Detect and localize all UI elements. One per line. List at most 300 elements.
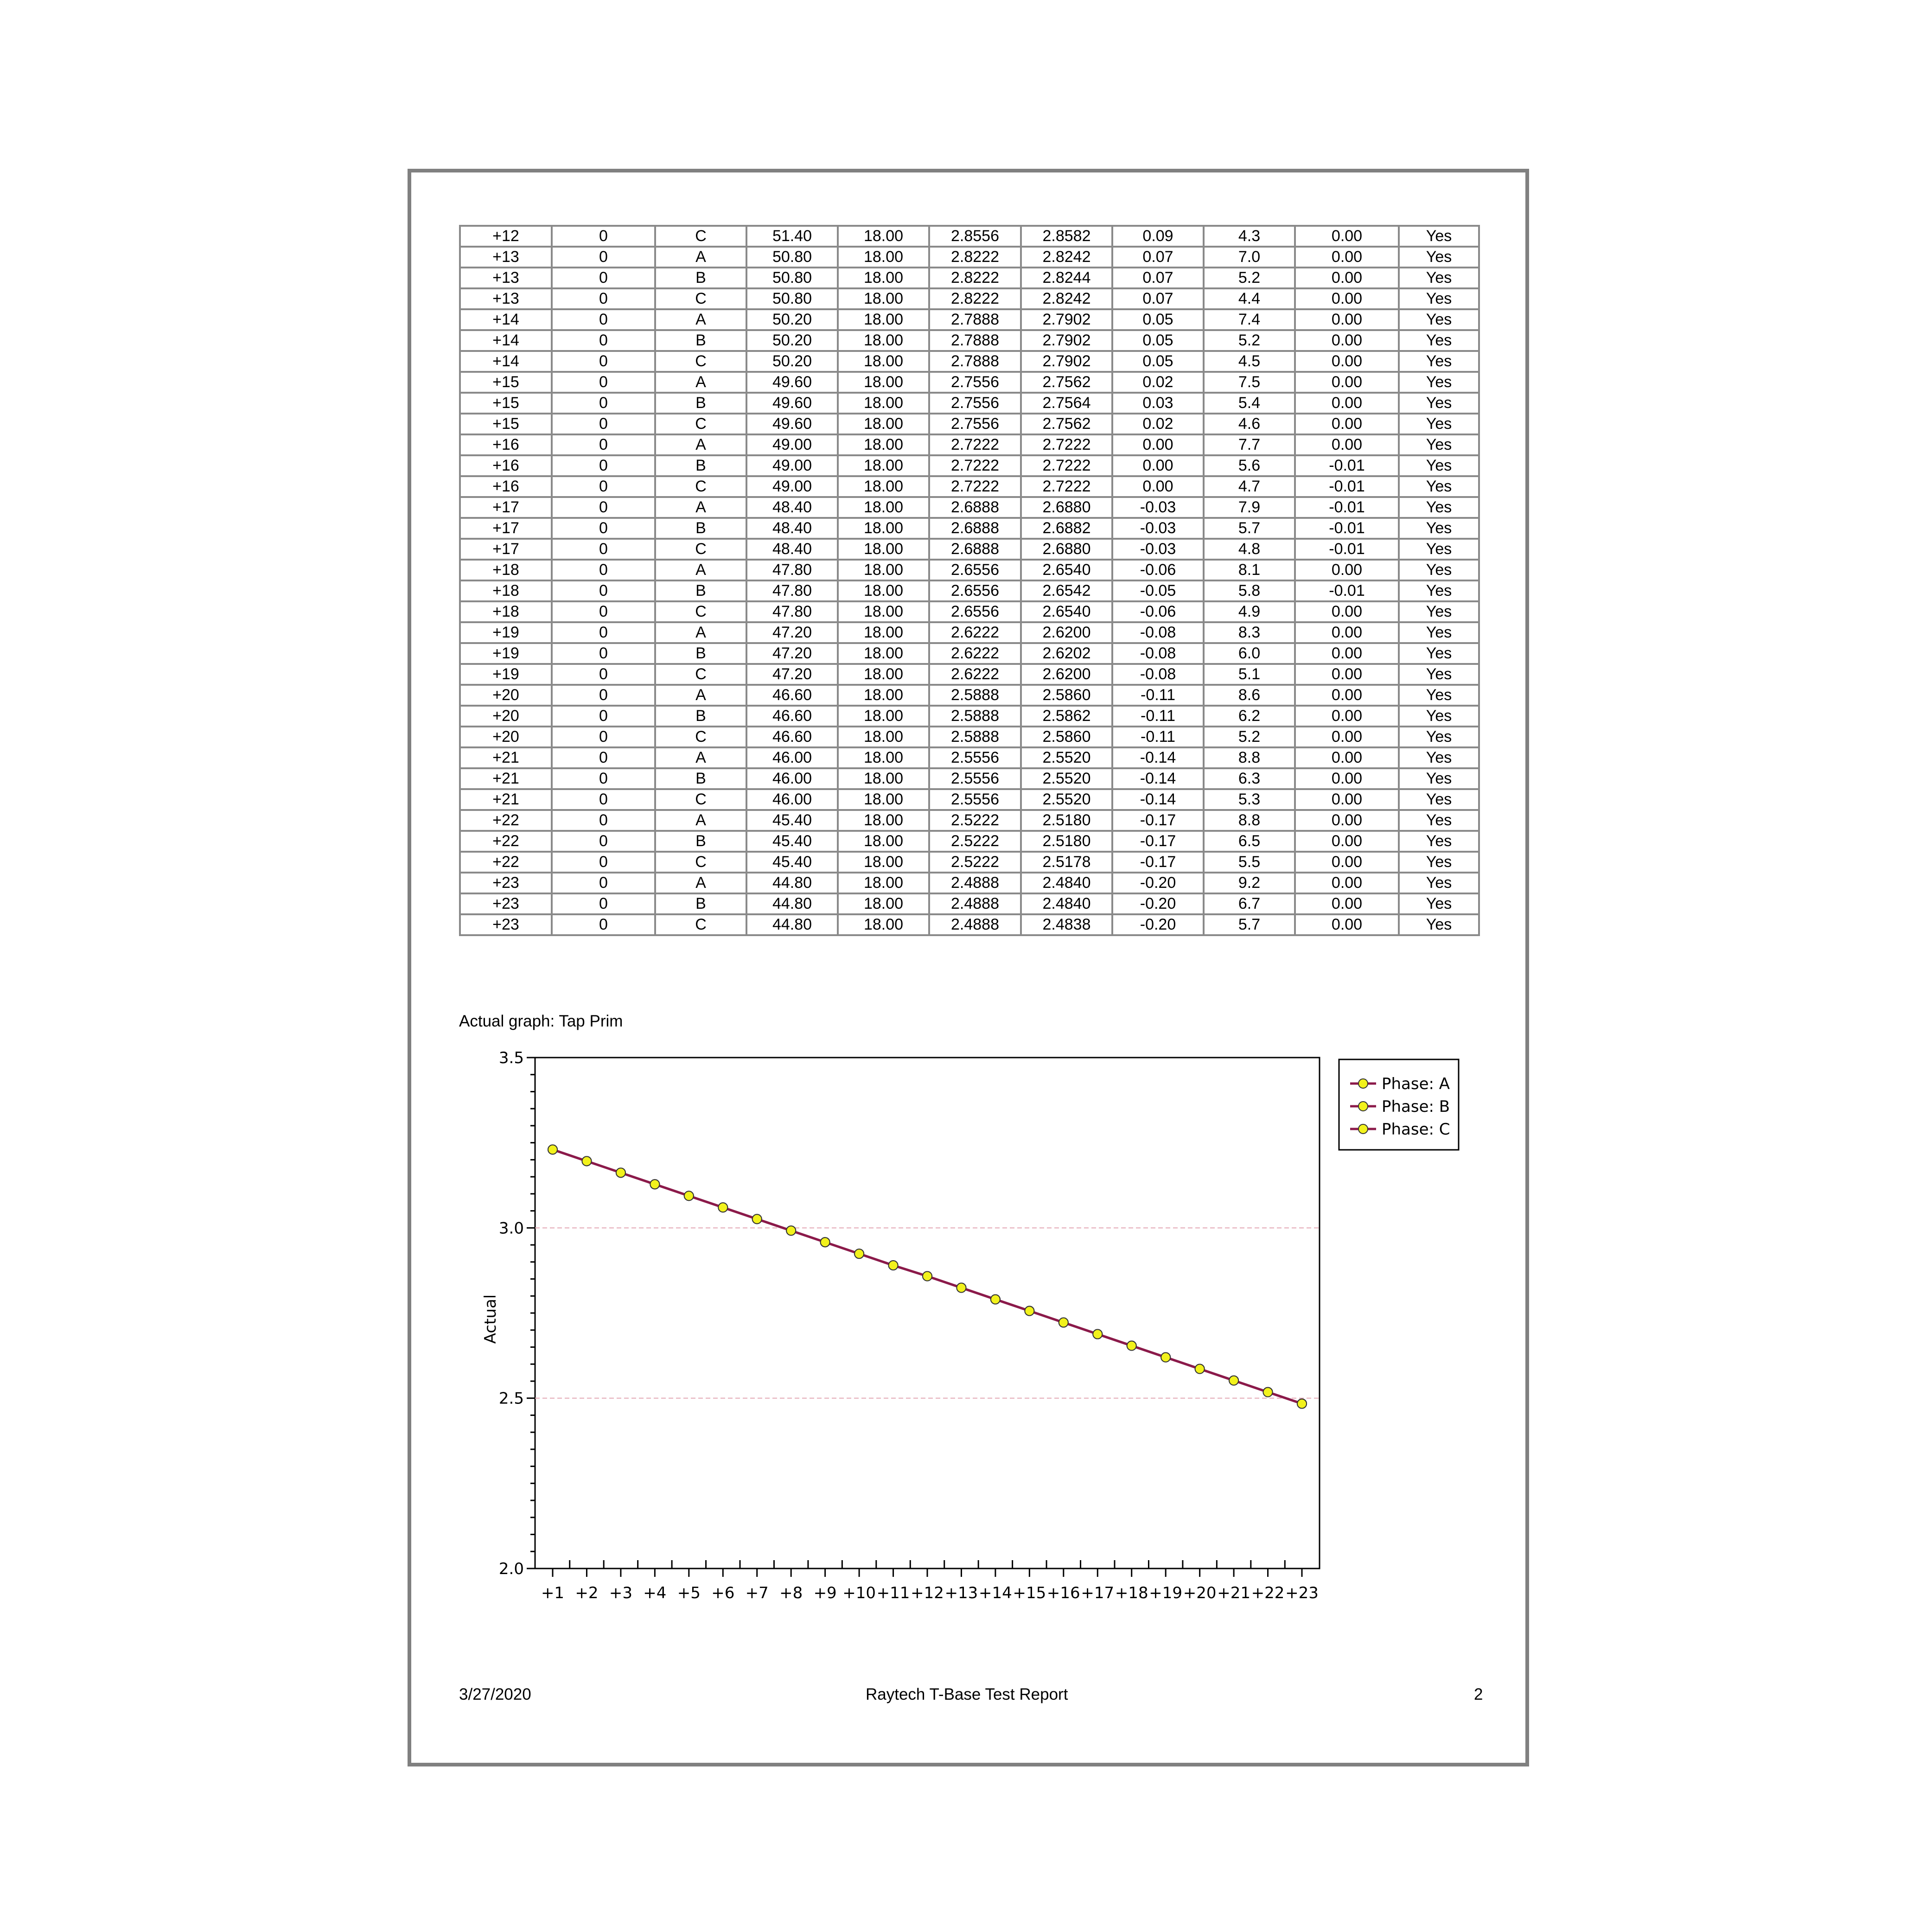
- data-point: [1093, 1330, 1102, 1339]
- graph-title: Actual graph: Tap Prim: [459, 1012, 623, 1030]
- table-row: [460, 268, 1479, 288]
- table-cell: -0.17: [1112, 810, 1204, 831]
- table-cell: 2.4840: [1021, 893, 1112, 914]
- table-cell: 0.09: [1112, 226, 1204, 247]
- table-cell: 0.02: [1112, 414, 1204, 434]
- table-cell: 2.7902: [1021, 351, 1112, 372]
- table-cell: 48.40: [746, 497, 838, 518]
- table-cell: Yes: [1399, 268, 1479, 288]
- data-point: [684, 1191, 694, 1200]
- table-cell: +21: [460, 789, 552, 810]
- table-cell: 49.60: [746, 372, 838, 393]
- table-cell: 0.00: [1295, 434, 1399, 455]
- table-cell: 0.00: [1295, 831, 1399, 852]
- data-point: [1195, 1364, 1205, 1373]
- table-cell: +19: [460, 622, 552, 643]
- table-cell: 0: [552, 372, 655, 393]
- table-cell: +14: [460, 309, 552, 330]
- table-cell: 18.00: [838, 601, 929, 622]
- table-cell: 0.00: [1295, 414, 1399, 434]
- table-cell: 49.60: [746, 414, 838, 434]
- table-cell: A: [655, 309, 746, 330]
- table-cell: A: [655, 747, 746, 768]
- table-cell: +13: [460, 247, 552, 268]
- table-cell: Yes: [1399, 393, 1479, 414]
- table-cell: 0.00: [1295, 601, 1399, 622]
- table-cell: B: [655, 268, 746, 288]
- table-cell: Yes: [1399, 560, 1479, 580]
- table-row: [460, 873, 1479, 893]
- table-cell: +13: [460, 288, 552, 309]
- table-cell: 5.2: [1204, 727, 1295, 747]
- table-cell: Yes: [1399, 351, 1479, 372]
- table-cell: -0.14: [1112, 747, 1204, 768]
- table-cell: 0: [552, 768, 655, 789]
- table-cell: 48.40: [746, 518, 838, 539]
- table-cell: 50.20: [746, 351, 838, 372]
- table-cell: 2.7562: [1021, 372, 1112, 393]
- table-cell: -0.17: [1112, 831, 1204, 852]
- table-cell: 5.7: [1204, 914, 1295, 935]
- table-cell: 6.0: [1204, 643, 1295, 664]
- table-cell: -0.06: [1112, 560, 1204, 580]
- table-cell: 0: [552, 727, 655, 747]
- table-cell: 0.00: [1295, 768, 1399, 789]
- x-tick-label: +20: [1183, 1584, 1217, 1602]
- table-cell: 2.7902: [1021, 330, 1112, 351]
- data-point: [1127, 1341, 1136, 1351]
- table-cell: 0.00: [1295, 685, 1399, 706]
- table-cell: +14: [460, 330, 552, 351]
- table-cell: 0: [552, 685, 655, 706]
- table-cell: 0.00: [1295, 747, 1399, 768]
- table-cell: 0.00: [1295, 643, 1399, 664]
- footer-title: Raytech T-Base Test Report: [866, 1685, 1068, 1703]
- table-cell: Yes: [1399, 497, 1479, 518]
- table-cell: 0: [552, 455, 655, 476]
- table-cell: 0.00: [1295, 309, 1399, 330]
- table-cell: 2.6880: [1021, 539, 1112, 560]
- table-cell: 0.00: [1112, 476, 1204, 497]
- table-cell: 0.00: [1295, 560, 1399, 580]
- table-cell: B: [655, 893, 746, 914]
- table-row: [460, 434, 1479, 455]
- table-cell: 18.00: [838, 288, 929, 309]
- table-cell: 49.00: [746, 476, 838, 497]
- table-cell: 0.00: [1295, 622, 1399, 643]
- table-cell: Yes: [1399, 330, 1479, 351]
- table-cell: 2.8556: [929, 226, 1021, 247]
- table-cell: 18.00: [838, 497, 929, 518]
- footer-date: 3/27/2020: [459, 1685, 531, 1703]
- data-point: [752, 1214, 762, 1224]
- table-cell: -0.03: [1112, 497, 1204, 518]
- table-cell: 0: [552, 914, 655, 935]
- table-cell: 44.80: [746, 914, 838, 935]
- table-cell: 2.7902: [1021, 309, 1112, 330]
- table-cell: Yes: [1399, 288, 1479, 309]
- table-row: [460, 727, 1479, 747]
- table-cell: 0.00: [1295, 268, 1399, 288]
- table-cell: 0: [552, 747, 655, 768]
- table-cell: 18.00: [838, 330, 929, 351]
- table-cell: +17: [460, 497, 552, 518]
- table-cell: 2.5888: [929, 706, 1021, 727]
- table-cell: -0.03: [1112, 518, 1204, 539]
- table-cell: 45.40: [746, 852, 838, 873]
- table-cell: 0.00: [1295, 852, 1399, 873]
- table-cell: 2.7556: [929, 393, 1021, 414]
- table-cell: +16: [460, 434, 552, 455]
- table-cell: 0.07: [1112, 288, 1204, 309]
- table-cell: Yes: [1399, 372, 1479, 393]
- table-cell: A: [655, 810, 746, 831]
- table-cell: B: [655, 643, 746, 664]
- x-tick-label: +18: [1115, 1584, 1148, 1602]
- legend-label: Phase: C: [1382, 1120, 1450, 1139]
- table-cell: 2.5860: [1021, 727, 1112, 747]
- table-cell: -0.14: [1112, 789, 1204, 810]
- table-cell: 8.8: [1204, 747, 1295, 768]
- table-cell: 7.0: [1204, 247, 1295, 268]
- table-cell: Yes: [1399, 518, 1479, 539]
- table-cell: 18.00: [838, 372, 929, 393]
- data-point: [1263, 1388, 1273, 1397]
- table-cell: C: [655, 789, 746, 810]
- table-cell: 0: [552, 330, 655, 351]
- table-cell: +23: [460, 914, 552, 935]
- x-tick-label: +3: [609, 1584, 632, 1602]
- data-point: [1025, 1306, 1034, 1315]
- table-cell: Yes: [1399, 873, 1479, 893]
- results-table-body: [460, 226, 1479, 935]
- table-cell: 0: [552, 539, 655, 560]
- table-cell: 18.00: [838, 226, 929, 247]
- table-cell: 18.00: [838, 518, 929, 539]
- table-cell: 0.00: [1295, 393, 1399, 414]
- table-cell: 5.5: [1204, 852, 1295, 873]
- table-cell: 2.6888: [929, 539, 1021, 560]
- table-cell: B: [655, 580, 746, 601]
- table-cell: 0: [552, 309, 655, 330]
- table-cell: 4.7: [1204, 476, 1295, 497]
- x-tick-label: +16: [1046, 1584, 1080, 1602]
- table-cell: 46.00: [746, 768, 838, 789]
- table-cell: 0: [552, 226, 655, 247]
- table-row: [460, 601, 1479, 622]
- table-cell: 4.8: [1204, 539, 1295, 560]
- table-cell: 0: [552, 247, 655, 268]
- table-cell: 18.00: [838, 831, 929, 852]
- table-cell: 0: [552, 873, 655, 893]
- table-cell: 18.00: [838, 747, 929, 768]
- table-cell: 0.05: [1112, 351, 1204, 372]
- table-cell: +19: [460, 643, 552, 664]
- data-point: [786, 1226, 796, 1235]
- table-cell: 2.5556: [929, 747, 1021, 768]
- table-cell: B: [655, 831, 746, 852]
- table-cell: 8.8: [1204, 810, 1295, 831]
- table-cell: 2.5178: [1021, 852, 1112, 873]
- table-cell: 0: [552, 831, 655, 852]
- table-cell: 7.5: [1204, 372, 1295, 393]
- table-cell: 5.6: [1204, 455, 1295, 476]
- actual-line-chart: [459, 1043, 1488, 1632]
- table-cell: +15: [460, 414, 552, 434]
- data-point: [616, 1168, 625, 1177]
- x-tick-label: +11: [876, 1584, 910, 1602]
- table-cell: 2.8222: [929, 247, 1021, 268]
- table-cell: 47.20: [746, 664, 838, 685]
- table-cell: 6.7: [1204, 893, 1295, 914]
- table-cell: 2.6888: [929, 518, 1021, 539]
- table-cell: 18.00: [838, 247, 929, 268]
- x-tick-label: +6: [711, 1584, 735, 1602]
- table-cell: -0.11: [1112, 685, 1204, 706]
- table-cell: +23: [460, 893, 552, 914]
- table-cell: 18.00: [838, 685, 929, 706]
- table-cell: 18.00: [838, 434, 929, 455]
- table-cell: 2.5888: [929, 727, 1021, 747]
- table-cell: 0: [552, 393, 655, 414]
- table-cell: B: [655, 706, 746, 727]
- data-point: [1229, 1376, 1238, 1385]
- table-cell: C: [655, 852, 746, 873]
- y-axis-label: Actual: [481, 1294, 500, 1344]
- table-cell: C: [655, 664, 746, 685]
- table-cell: 2.7222: [1021, 476, 1112, 497]
- table-cell: -0.14: [1112, 768, 1204, 789]
- table-cell: C: [655, 914, 746, 935]
- table-row: [460, 810, 1479, 831]
- table-cell: -0.01: [1295, 455, 1399, 476]
- table-cell: 0: [552, 580, 655, 601]
- table-cell: C: [655, 351, 746, 372]
- table-cell: A: [655, 622, 746, 643]
- table-cell: 0.07: [1112, 268, 1204, 288]
- table-cell: 2.5556: [929, 768, 1021, 789]
- table-cell: 0.02: [1112, 372, 1204, 393]
- footer-page-number: 2: [1474, 1685, 1483, 1703]
- x-tick-label: +13: [944, 1584, 978, 1602]
- table-cell: Yes: [1399, 852, 1479, 873]
- data-point: [1161, 1353, 1170, 1362]
- table-cell: 2.7888: [929, 309, 1021, 330]
- table-cell: +15: [460, 372, 552, 393]
- table-cell: +17: [460, 518, 552, 539]
- table-cell: 9.2: [1204, 873, 1295, 893]
- table-cell: 0: [552, 622, 655, 643]
- table-cell: 2.5888: [929, 685, 1021, 706]
- table-cell: +18: [460, 601, 552, 622]
- table-cell: A: [655, 497, 746, 518]
- table-cell: 2.4888: [929, 893, 1021, 914]
- table-cell: Yes: [1399, 789, 1479, 810]
- table-row: [460, 497, 1479, 518]
- data-point: [956, 1283, 966, 1292]
- table-cell: 0: [552, 852, 655, 873]
- table-cell: 18.00: [838, 539, 929, 560]
- table-cell: Yes: [1399, 727, 1479, 747]
- data-point: [582, 1156, 591, 1166]
- table-cell: 2.6556: [929, 601, 1021, 622]
- table-cell: B: [655, 768, 746, 789]
- table-cell: 18.00: [838, 727, 929, 747]
- table-cell: 47.20: [746, 643, 838, 664]
- x-tick-label: +21: [1217, 1584, 1250, 1602]
- table-cell: 0.00: [1295, 247, 1399, 268]
- table-row: [460, 685, 1479, 706]
- table-cell: Yes: [1399, 601, 1479, 622]
- table-cell: -0.11: [1112, 706, 1204, 727]
- data-point: [718, 1203, 727, 1212]
- table-cell: 2.6202: [1021, 643, 1112, 664]
- table-cell: 18.00: [838, 664, 929, 685]
- table-cell: 2.5222: [929, 810, 1021, 831]
- table-cell: 49.60: [746, 393, 838, 414]
- table-cell: +23: [460, 873, 552, 893]
- table-cell: 18.00: [838, 873, 929, 893]
- table-cell: 2.4840: [1021, 873, 1112, 893]
- table-cell: 18.00: [838, 476, 929, 497]
- table-cell: 2.5180: [1021, 810, 1112, 831]
- table-cell: 7.7: [1204, 434, 1295, 455]
- table-cell: 18.00: [838, 914, 929, 935]
- table-cell: 7.9: [1204, 497, 1295, 518]
- table-cell: Yes: [1399, 893, 1479, 914]
- x-tick-label: +9: [813, 1584, 837, 1602]
- x-tick-label: +19: [1149, 1584, 1183, 1602]
- table-cell: 2.5180: [1021, 831, 1112, 852]
- table-cell: Yes: [1399, 414, 1479, 434]
- table-cell: 0.00: [1295, 351, 1399, 372]
- table-cell: 2.5520: [1021, 768, 1112, 789]
- legend-swatch-marker: [1358, 1079, 1368, 1088]
- table-cell: +21: [460, 747, 552, 768]
- table-cell: 2.5862: [1021, 706, 1112, 727]
- table-cell: 2.6200: [1021, 664, 1112, 685]
- table-cell: +22: [460, 810, 552, 831]
- x-tick-label: +8: [779, 1584, 803, 1602]
- table-cell: 2.6222: [929, 664, 1021, 685]
- table-row: [460, 351, 1479, 372]
- table-cell: Yes: [1399, 476, 1479, 497]
- table-cell: A: [655, 434, 746, 455]
- table-cell: 50.80: [746, 268, 838, 288]
- table-cell: 2.5520: [1021, 747, 1112, 768]
- table-cell: 0: [552, 664, 655, 685]
- table-cell: +22: [460, 831, 552, 852]
- x-tick-label: +7: [745, 1584, 769, 1602]
- table-cell: 0: [552, 268, 655, 288]
- table-cell: Yes: [1399, 685, 1479, 706]
- x-tick-label: +14: [979, 1584, 1012, 1602]
- x-tick-label: +4: [643, 1584, 667, 1602]
- table-cell: Yes: [1399, 706, 1479, 727]
- table-cell: 2.8222: [929, 288, 1021, 309]
- table-cell: 4.9: [1204, 601, 1295, 622]
- table-cell: 0.00: [1295, 706, 1399, 727]
- data-point: [821, 1237, 830, 1247]
- table-cell: +19: [460, 664, 552, 685]
- table-row: [460, 852, 1479, 873]
- table-cell: 2.7222: [929, 434, 1021, 455]
- table-row: [460, 539, 1479, 560]
- table-cell: 2.6882: [1021, 518, 1112, 539]
- table-cell: 2.8242: [1021, 247, 1112, 268]
- table-cell: 0: [552, 893, 655, 914]
- table-cell: 2.5860: [1021, 685, 1112, 706]
- table-cell: Yes: [1399, 455, 1479, 476]
- table-cell: 2.6556: [929, 560, 1021, 580]
- table-cell: 5.8: [1204, 580, 1295, 601]
- table-cell: C: [655, 288, 746, 309]
- table-cell: 2.7222: [1021, 434, 1112, 455]
- data-point: [650, 1180, 659, 1189]
- table-cell: 0.00: [1295, 914, 1399, 935]
- table-cell: 8.3: [1204, 622, 1295, 643]
- data-point: [1059, 1318, 1068, 1327]
- x-tick-label: +22: [1251, 1584, 1285, 1602]
- table-cell: A: [655, 560, 746, 580]
- table-cell: 46.60: [746, 727, 838, 747]
- table-cell: 18.00: [838, 643, 929, 664]
- data-point: [854, 1249, 864, 1258]
- table-cell: 0: [552, 601, 655, 622]
- table-cell: Yes: [1399, 247, 1479, 268]
- table-cell: 2.6542: [1021, 580, 1112, 601]
- table-cell: 4.4: [1204, 288, 1295, 309]
- table-cell: 18.00: [838, 893, 929, 914]
- table-cell: 0: [552, 434, 655, 455]
- legend-swatch-marker: [1358, 1124, 1368, 1134]
- table-cell: +14: [460, 351, 552, 372]
- table-cell: B: [655, 455, 746, 476]
- table-cell: 5.1: [1204, 664, 1295, 685]
- table-row: [460, 288, 1479, 309]
- table-cell: 6.3: [1204, 768, 1295, 789]
- table-cell: 0.00: [1295, 727, 1399, 747]
- table-cell: 0.05: [1112, 330, 1204, 351]
- table-cell: C: [655, 539, 746, 560]
- table-cell: 18.00: [838, 309, 929, 330]
- table-row: [460, 560, 1479, 580]
- table-cell: -0.08: [1112, 622, 1204, 643]
- y-tick-label: 2.5: [498, 1389, 524, 1408]
- table-cell: 47.80: [746, 580, 838, 601]
- x-tick-label: +15: [1013, 1584, 1046, 1602]
- table-cell: 5.2: [1204, 268, 1295, 288]
- table-cell: 0.00: [1112, 434, 1204, 455]
- table-cell: -0.06: [1112, 601, 1204, 622]
- table-cell: Yes: [1399, 810, 1479, 831]
- table-cell: -0.01: [1295, 476, 1399, 497]
- legend-swatch-marker: [1358, 1102, 1368, 1111]
- table-cell: 0: [552, 643, 655, 664]
- table-cell: 0: [552, 560, 655, 580]
- table-cell: 49.00: [746, 434, 838, 455]
- table-cell: Yes: [1399, 747, 1479, 768]
- x-tick-label: +12: [911, 1584, 944, 1602]
- table-cell: 5.4: [1204, 393, 1295, 414]
- table-row: [460, 414, 1479, 434]
- table-row: [460, 330, 1479, 351]
- table-cell: 5.3: [1204, 789, 1295, 810]
- table-cell: +17: [460, 539, 552, 560]
- x-tick-label: +10: [842, 1584, 876, 1602]
- table-cell: 2.6222: [929, 622, 1021, 643]
- table-cell: 2.7888: [929, 330, 1021, 351]
